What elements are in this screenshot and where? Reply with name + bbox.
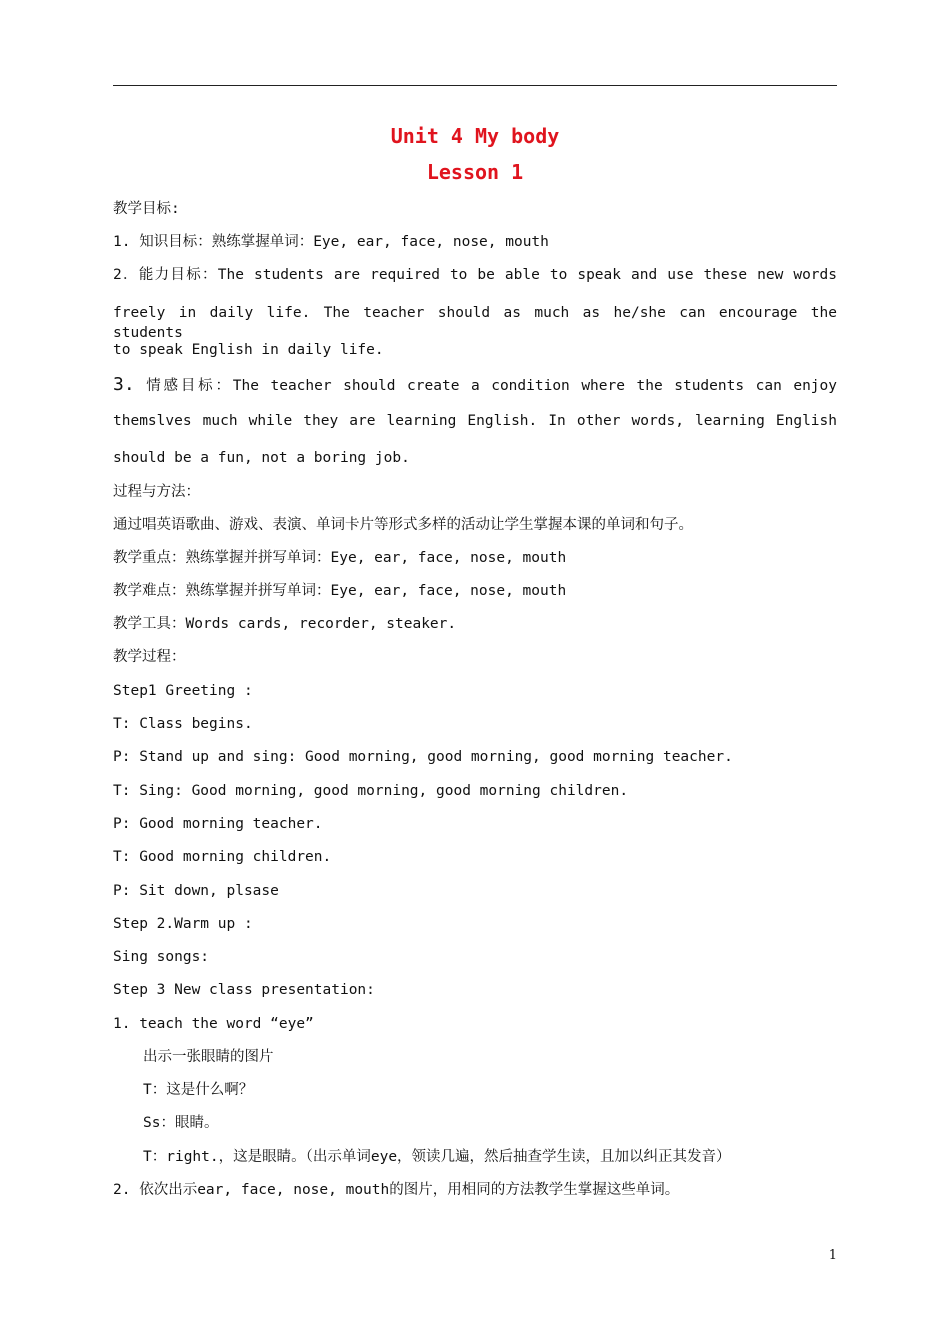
process-line: P: Stand up and sing: Good morning, good morning, good morning teacher.: [113, 749, 733, 765]
objective-3-text: 情感目标：The teacher should create a condition where the students can enjoy: [134, 378, 837, 394]
objective-1: 1. 知识目标：熟练掌握单词：Eye, ear, face, nose, mouth: [113, 234, 549, 250]
unit-title: Unit 4 My body: [390, 124, 560, 148]
process-line: T: Class begins.: [113, 716, 253, 732]
difficult-points: 教学难点：熟练掌握并拼写单词：Eye, ear, face, nose, mouth: [113, 583, 567, 599]
methods-text: 通过唱英语歌曲、游戏、表演、单词卡片等形式多样的活动让学生掌握本课的单词和句子。: [113, 517, 693, 533]
process-line: 1. teach the word “eye”: [113, 1016, 314, 1032]
objective-2-line-1: 2．能力目标：The students are required to be able to speak and use these new words: [113, 267, 837, 283]
process-indented-line: 出示一张眼睛的图片: [143, 1049, 274, 1065]
process-line: P: Good morning teacher.: [113, 816, 323, 832]
objective-3-number: 3.: [113, 374, 135, 395]
process-last-line: 2. 依次出示ear, face, nose, mouth的图片，用相同的方法教学生掌握这些单词。: [113, 1182, 680, 1198]
teaching-tools: 教学工具：Words cards, recorder, steaker.: [113, 616, 457, 632]
process-line: Step1 Greeting :: [113, 683, 253, 699]
methods-heading: 过程与方法：: [113, 484, 200, 500]
process-line: Sing songs:: [113, 949, 210, 965]
objective-3-line-3: should be a fun, not a boring job.: [113, 450, 410, 466]
objective-2-line-2: freely in daily life. The teacher should as much as he/she can encourage the students: [113, 305, 837, 341]
process-indented-line: T：这是什么啊？: [143, 1082, 254, 1098]
objective-2-line-3: to speak English in daily life.: [113, 342, 384, 358]
process-heading: 教学过程：: [113, 649, 186, 665]
process-line: P: Sit down, plsase: [113, 883, 279, 899]
objectives-heading: 教学目标:: [113, 201, 180, 217]
objective-3-line-2: themslves much while they are learning English. In other words, learning English: [113, 413, 837, 429]
process-indented-line: Ss：眼睛。: [143, 1115, 219, 1131]
process-indented-line: T：right.，这是眼睛。（出示单词eye，领读几遍，然后抽查学生读，且加以纠正其发音）: [143, 1149, 731, 1165]
process-line: T: Sing: Good morning, good morning, good morning children.: [113, 783, 629, 799]
process-line: T: Good morning children.: [113, 849, 332, 865]
process-line: Step 3 New class presentation:: [113, 982, 375, 998]
header-rule: [113, 85, 837, 86]
objective-3-line-1: [113, 375, 837, 396]
lesson-title: Lesson 1: [426, 160, 524, 184]
process-line: Step 2.Warm up :: [113, 916, 253, 932]
key-points: 教学重点：熟练掌握并拼写单词：Eye, ear, face, nose, mouth: [113, 550, 567, 566]
page-number: 1: [828, 1248, 837, 1263]
